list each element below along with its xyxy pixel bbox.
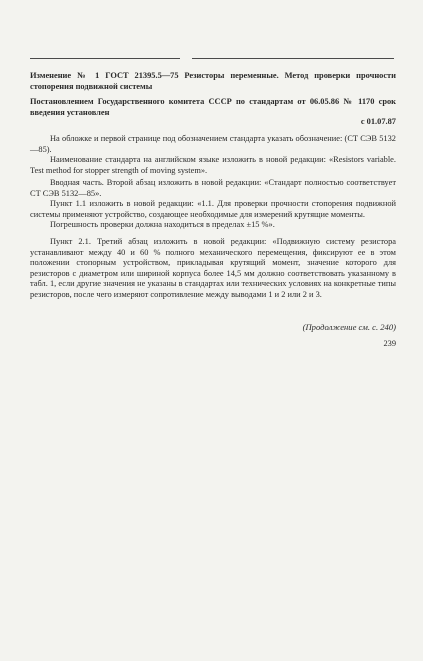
paragraph: Погрешность проверки должна находиться в пределах ±15 %».: [50, 220, 275, 229]
section-intro: [30, 178, 396, 231]
paragraph: Наименование стандарта на английском языке изложить в новой редакции: «Resistors variable. Test method for stopper strength of moving system».: [30, 155, 396, 175]
effective-date: с 01.07.87: [360, 117, 396, 126]
amendment-title: Изменение № 1 ГОСТ 21395.5—75 Резисторы переменные. Метод проверки прочности стопорения подвижной системы: [30, 71, 396, 91]
paragraph: Пункт 1.1 изложить в новой редакции: «1.1. Для проверки прочности стопорения подвижной системы применяют устройство, создающее необходимые для измерений крутящие моменты.: [30, 199, 396, 219]
decree-text: Постановлением Государственного комитета СССР по стандартам от 06.05.86 № 1170 срок введения установлен: [30, 97, 396, 117]
top-rule-right: [192, 58, 394, 59]
continuation-note: (Продолжение см. с. 240): [302, 322, 396, 332]
page-number: 239: [383, 339, 396, 348]
top-rule-left: [30, 58, 180, 59]
paragraph: Пункт 2.1. Третий абзац изложить в новой редакции: «Подвижную систему резистора устанавливают между 40 и 60 % полного механического перемещения, фиксируют ее в этом положении стопорным устройством, прикладывая крутящий момент, значение которого для резисторов с диаметром или шириной корпуса более 14,5 мм должно соответствовать указанному в табл. 1, если другие значения не указаны в стандартах или технических условиях на конкретные типы резисторов, после чего измеряют сопротивление между выводами 1 и 2 или 2 и 3.: [30, 237, 396, 299]
section-cover: [30, 134, 396, 176]
paragraph: Вводная часть. Второй абзац изложить в новой редакции: «Стандарт полностью соответствует СТ СЭВ 5132—85».: [30, 178, 396, 198]
section-2-1: [30, 237, 396, 300]
paragraph: На обложке и первой странице под обозначением стандарта указать обозначение: (СТ СЭВ 5132—85).: [30, 134, 396, 154]
